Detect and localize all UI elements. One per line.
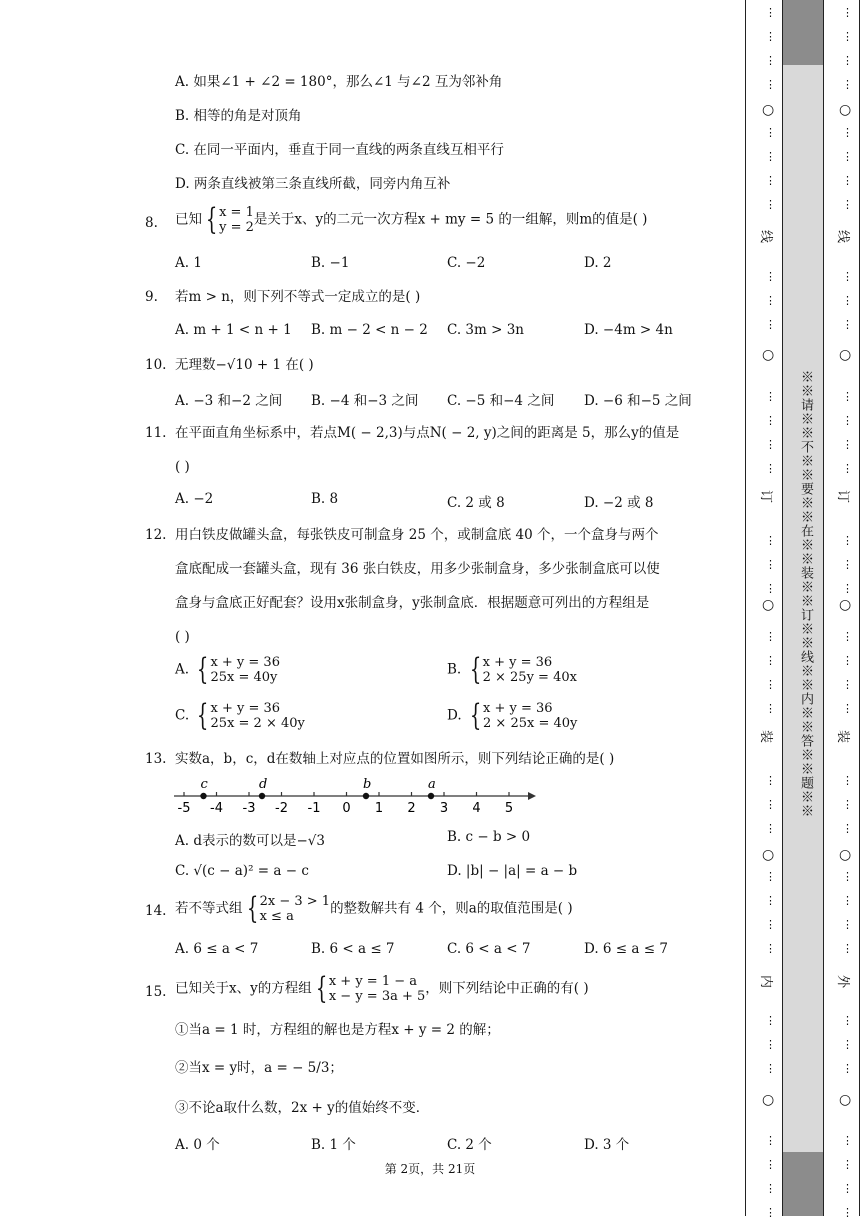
binding-dots: ⋮ [765, 1182, 776, 1195]
binding-dots: ⋮ [765, 438, 776, 451]
q15-option-b: B. 1 个 [311, 1137, 356, 1153]
binding-dots: ⋮ [765, 1062, 776, 1075]
q12-option-a-label: A. [175, 661, 190, 678]
q12-option-d-eq1: x + y = 36 [483, 701, 553, 716]
q13-option-d: D. |b| − |a| = a − b [447, 863, 578, 879]
binding-circle: ○ [762, 347, 775, 363]
binding-dots: ⋮ [842, 1134, 853, 1147]
q11-stem: 在平面直角坐标系中，若点M( − 2,3)与点N( − 2, y)之间的距离是 5，那么y的值是 [175, 425, 680, 441]
binding-dots: ⋮ [842, 1158, 853, 1171]
binding-dots: ⋮ [842, 78, 853, 91]
binding-dots: ⋮ [765, 918, 776, 931]
binding-dots: ⋮ [765, 6, 776, 19]
q10-option-d: D. −6 和−5 之间 [584, 393, 692, 409]
binding-dots: ⋮ [842, 798, 853, 811]
binding-dots: ⋮ [765, 870, 776, 883]
binding-dots: ⋮ [765, 582, 776, 595]
q9-stem: 若m > n，则下列不等式一定成立的是( ) [175, 289, 421, 305]
q14-system: { 2x − 3 > 1 x ≤ a [246, 891, 331, 926]
q15-statement-1: ①当a = 1 时，方程组的解也是方程x + y = 2 的解； [175, 1022, 500, 1038]
q12-option-b: B. { x + y = 36 2 × 25y = 40x [447, 652, 577, 687]
q12-option-a-eq2: 25x = 40y [210, 670, 278, 685]
binding-label: 订 [758, 489, 774, 504]
binding-dots: ⋮ [842, 894, 853, 907]
q12-number: 12. [145, 527, 167, 543]
q8-stem-pre: 已知 [175, 211, 202, 228]
q15-statement-3: ③不论a取什么数，2x + y的值始终不变． [175, 1100, 430, 1116]
q9-option-b: B. m − 2 < n − 2 [311, 322, 428, 338]
q14-option-a: A. 6 ≤ a < 7 [175, 941, 259, 957]
q15-eq1: x + y = 1 − a [328, 974, 418, 989]
q12-option-d-eq2: 2 × 25x = 40y [483, 716, 578, 731]
binding-dots: ⋮ [765, 630, 776, 643]
q13-option-b: B. c − b > 0 [447, 829, 531, 845]
number-line-tick-label: -3 [242, 801, 256, 816]
binding-dots: ⋮ [842, 198, 853, 211]
q14-option-b: B. 6 < a ≤ 7 [311, 941, 395, 957]
binding-dots: ⋮ [842, 126, 853, 139]
q10-option-c: C. −5 和−4 之间 [447, 393, 555, 409]
q15-eq2: x − y = 3a + 5 [328, 989, 426, 1004]
binding-dots: ⋮ [765, 1206, 776, 1219]
q10-option-b: B. −4 和−3 之间 [311, 393, 419, 409]
number-line-tick-label: 0 [342, 801, 351, 816]
binding-dots: ⋮ [842, 534, 853, 547]
q12-option-b-eq2: 2 × 25y = 40x [482, 670, 577, 685]
q12-line1: 用白铁皮做罐头盒，每张铁皮可制盒身 25 个，或制盒底 40 个，一个盒身与两个 [175, 527, 659, 543]
binding-dots: ⋮ [842, 462, 853, 475]
binding-dots: ⋮ [842, 822, 853, 835]
number-line-tick-label: 5 [504, 801, 514, 816]
binding-dots: ⋮ [765, 30, 776, 43]
q12-option-d: D. { x + y = 36 2 × 25x = 40y [447, 698, 578, 733]
binding-border-left [745, 0, 746, 1216]
q15-number: 15. [145, 984, 167, 1000]
binding-dots: ⋮ [842, 702, 853, 715]
binding-dots: ⋮ [842, 30, 853, 43]
q12-option-b-label: B. [447, 661, 462, 678]
binding-dots: ⋮ [765, 390, 776, 403]
q14-number: 14. [145, 903, 167, 919]
q13-stem: 实数a，b，c，d在数轴上对应点的位置如图所示，则下列结论正确的是( ) [175, 751, 615, 767]
q7-option-d: D. 两条直线被第三条直线所截，同旁内角互补 [175, 176, 451, 192]
q9-number: 9. [145, 289, 158, 305]
binding-border-outer [823, 0, 824, 1216]
binding-dots: ⋮ [842, 390, 853, 403]
binding-dots: ⋮ [842, 1038, 853, 1051]
q10-stem: 无理数−√10 + 1 在( ) [175, 357, 314, 373]
binding-dots: ⋮ [765, 774, 776, 787]
number-line-tick-label: -2 [275, 801, 288, 816]
binding-dots: ⋮ [842, 654, 853, 667]
binding-dots: ⋮ [765, 78, 776, 91]
binding-circle: ○ [839, 847, 852, 863]
binding-dots: ⋮ [842, 414, 853, 427]
q11-option-c: C. 2 或 8 [447, 495, 505, 511]
q8-eq1: x = 1 [219, 205, 254, 220]
binding-dots: ⋮ [842, 1014, 853, 1027]
q15-system: { x + y = 1 − a x − y = 3a + 5 [315, 971, 426, 1006]
binding-dots: ⋮ [765, 1014, 776, 1027]
q15-option-d: D. 3 个 [584, 1137, 630, 1153]
binding-dots: ⋮ [765, 558, 776, 571]
binding-label: 外 [835, 974, 851, 989]
binding-dots: ⋮ [765, 294, 776, 307]
number-line-tick-label: 4 [472, 801, 481, 816]
binding-dots: ⋮ [842, 774, 853, 787]
binding-label: 装 [835, 729, 851, 744]
q7-option-b: B. 相等的角是对顶角 [175, 108, 302, 124]
q11-option-d: D. −2 或 8 [584, 495, 654, 511]
q14-option-c: C. 6 < a < 7 [447, 941, 531, 957]
q11-number: 11. [145, 425, 167, 441]
binding-dots: ⋮ [765, 462, 776, 475]
q8-eq2: y = 2 [219, 220, 254, 235]
binding-dots: ⋮ [842, 630, 853, 643]
number-line-tick-label: -5 [177, 801, 191, 816]
q12-option-a: A. { x + y = 36 25x = 40y [175, 652, 280, 687]
binding-dots: ⋮ [765, 150, 776, 163]
binding-dots: ⋮ [842, 294, 853, 307]
binding-dots: ⋮ [765, 198, 776, 211]
binding-dots: ⋮ [842, 558, 853, 571]
q13-option-c: C. √(c − a)² = a − c [175, 863, 309, 879]
q11-option-b: B. 8 [311, 491, 339, 507]
number-line-tick-label: 3 [439, 801, 449, 816]
binding-dots: ⋮ [765, 1134, 776, 1147]
binding-dots: ⋮ [842, 150, 853, 163]
q8-option-b: B. −1 [311, 255, 350, 271]
q15-stem [175, 971, 589, 1006]
number-line-point-b [363, 793, 369, 799]
binding-label: 线 [758, 229, 774, 244]
binding-dots: ⋮ [842, 318, 853, 331]
q12-paren: ( ) [175, 629, 190, 645]
binding-dots: ⋮ [765, 534, 776, 547]
binding-circle: ○ [839, 102, 852, 118]
binding-dots: ⋮ [842, 54, 853, 67]
q8-stem [175, 202, 648, 237]
q11-option-a: A. −2 [175, 491, 214, 507]
binding-circle: ○ [762, 1092, 775, 1108]
binding-dots: ⋮ [765, 318, 776, 331]
q13-number: 13. [145, 751, 167, 767]
q11-paren: ( ) [175, 459, 190, 475]
binding-dots: ⋮ [765, 654, 776, 667]
binding-dots: ⋮ [765, 270, 776, 283]
q8-number: 8. [145, 215, 158, 231]
binding-label: 线 [835, 229, 851, 244]
number-line-tick-label: -1 [307, 801, 321, 816]
q12-line3: 盒身与盒底正好配套？设用x张制盒身，y张制盒底．根据题意可列出的方程组是 [175, 595, 650, 611]
q12-option-c-eq1: x + y = 36 [210, 701, 281, 716]
q15-option-c: C. 2 个 [447, 1137, 492, 1153]
q9-option-a: A. m + 1 < n + 1 [175, 322, 292, 338]
binding-dots: ⋮ [842, 1206, 853, 1219]
q14-ineq1: 2x − 3 > 1 [259, 894, 331, 909]
binding-circle: ○ [762, 847, 775, 863]
binding-dots: ⋮ [765, 798, 776, 811]
q14-stem [175, 891, 573, 926]
binding-dots: ⋮ [765, 894, 776, 907]
binding-label: 内 [758, 974, 774, 989]
number-line-point-d [259, 793, 265, 799]
binding-label: 订 [835, 489, 851, 504]
binding-dots: ⋮ [842, 942, 853, 955]
q12-option-a-eq1: x + y = 36 [210, 655, 280, 670]
binding-dots: ⋮ [765, 54, 776, 67]
binding-dots: ⋮ [842, 1062, 853, 1075]
number-line-point-label: b [363, 777, 372, 792]
q10-option-a: A. −3 和−2 之间 [175, 393, 283, 409]
q15-stem-pre: 已知关于x、y的方程组 [175, 980, 312, 997]
binding-dots: ⋮ [765, 126, 776, 139]
q14-stem-post: 的整数解共有 4 个，则a的取值范围是( ) [330, 900, 573, 917]
q13-option-a: A. d表示的数可以是−√3 [175, 833, 325, 849]
q10-number: 10. [145, 357, 167, 373]
binding-dots: ⋮ [842, 1182, 853, 1195]
q8-system: { x = 1 y = 2 [205, 202, 254, 237]
binding-circle: ○ [762, 102, 775, 118]
q12-line2: 盒底配成一套罐头盒，现有 36 张白铁皮，用多少张制盒身，多少张制盒底可以使 [175, 561, 660, 577]
number-line-tick-label: 2 [407, 801, 416, 816]
q14-ineq2: x ≤ a [259, 909, 294, 924]
binding-dots: ⋮ [842, 174, 853, 187]
q12-option-c: C. { x + y = 36 25x = 2 × 40y [175, 698, 305, 733]
binding-dots: ⋮ [842, 918, 853, 931]
number-line-point-label: a [428, 777, 436, 792]
q15-stem-post: ，则下列结论中正确的有( ) [425, 980, 589, 997]
binding-dots: ⋮ [842, 270, 853, 283]
binding-dots: ⋮ [765, 1158, 776, 1171]
q12-option-d-label: D. [447, 707, 462, 724]
q15-option-a: A. 0 个 [175, 1137, 220, 1153]
q12-option-c-label: C. [175, 707, 190, 724]
q12-option-c-eq2: 25x = 2 × 40y [210, 716, 305, 731]
q14-option-d: D. 6 ≤ a ≤ 7 [584, 941, 668, 957]
q8-option-a: A. 1 [175, 255, 202, 271]
binding-dots: ⋮ [765, 174, 776, 187]
binding-dots: ⋮ [765, 822, 776, 835]
number-line-point-a [428, 793, 434, 799]
number-line-point-label: d [259, 777, 268, 792]
binding-dots: ⋮ [842, 870, 853, 883]
binding-circle: ○ [839, 1092, 852, 1108]
binding-dots: ⋮ [842, 678, 853, 691]
binding-warning-text: ※※请※※不※※要※※在※※装※※订※※线※※内※※答※※题※※ [798, 370, 813, 818]
binding-label: 装 [758, 729, 774, 744]
q15-statement-2: ②当x = y时，a = − 5/3； [175, 1060, 343, 1076]
number-line-point-c [200, 793, 206, 799]
q7-option-a: A. 如果∠1 + ∠2 = 180°，那么∠1 与∠2 互为邻补角 [175, 74, 503, 90]
binding-dots: ⋮ [765, 942, 776, 955]
binding-dots: ⋮ [842, 438, 853, 451]
q8-option-c: C. −2 [447, 255, 486, 271]
binding-dark-bottom [783, 1152, 823, 1216]
binding-dots: ⋮ [765, 1038, 776, 1051]
binding-dots: ⋮ [842, 582, 853, 595]
binding-circle: ○ [839, 597, 852, 613]
page-footer: 第 2页，共 21页 [384, 1162, 476, 1176]
q14-stem-pre: 若不等式组 [175, 900, 243, 917]
binding-dots: ⋮ [842, 6, 853, 19]
number-line-figure [170, 776, 540, 816]
number-line-tick-label: -4 [210, 801, 223, 816]
q7-option-c: C. 在同一平面内，垂直于同一直线的两条直线互相平行 [175, 142, 504, 158]
binding-dots: ⋮ [765, 702, 776, 715]
q8-option-d: D. 2 [584, 255, 612, 271]
q8-stem-post: 是关于x、y的二元一次方程x + my = 5 的一组解，则m的值是( ) [253, 211, 648, 228]
binding-circle: ○ [762, 597, 775, 613]
binding-dots: ⋮ [765, 414, 776, 427]
number-line-point-label: c [200, 777, 208, 792]
number-line-tick-label: 1 [374, 801, 384, 816]
q9-option-c: C. 3m > 3n [447, 322, 524, 338]
binding-dark-top [783, 0, 823, 65]
number-line-arrow [528, 792, 536, 800]
q12-option-b-eq1: x + y = 36 [482, 655, 553, 670]
binding-circle: ○ [839, 347, 852, 363]
q9-option-d: D. −4m > 4n [584, 322, 673, 338]
binding-dots: ⋮ [765, 678, 776, 691]
